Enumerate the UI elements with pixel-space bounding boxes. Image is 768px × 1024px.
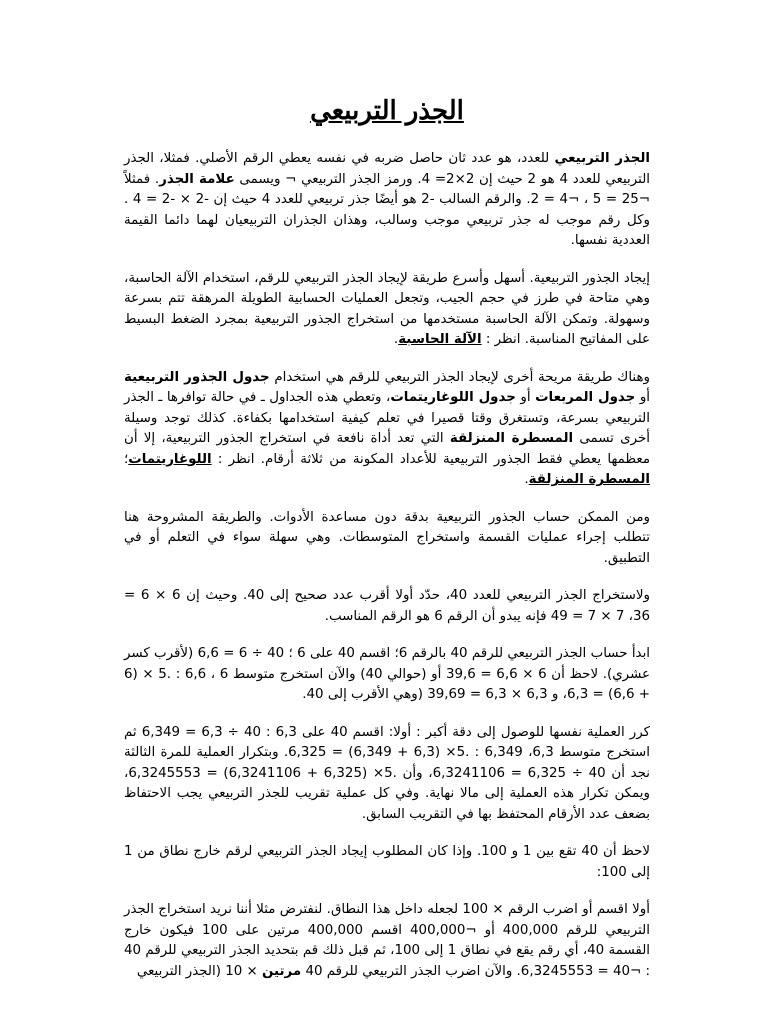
paragraph <box>124 900 650 982</box>
paragraph-text: ومن الممكن حساب الجذور التربيعية بدقة دون مساعدة الأدوات. والطريقة المشروحة هنا تتطلب إجراء عمليات القسمة واستخراج المتوسطات. وهي سهلة سواء في التعلم أو في التطبيق. <box>124 509 650 566</box>
paragraph-text: . <box>524 472 529 488</box>
paragraph-text: وهناك طريقة مريحة أخرى لإيجاد الجذر التربيعي للرقم هي استخدام <box>269 369 650 385</box>
paragraph <box>124 644 650 706</box>
paragraph-text: أولا اقسم أو اضرب الرقم × 100 لجعله داخل هذا النطاق. لنفترض مثلا أننا نريد استخراج الجذر التربيعي للرقم 400,000 أو ¬400,000 اقسم 400,000 مرتين على 100 فيكون خارج القسمة 40، أي رقم يقع في نطاق 1 إلى 100، ثم قبل ذلك قم بتحديد الجذر التربيعي للرقم 40 : ¬40 = 6,3245553. والآن اضرب الجذر التربيعي للرقم 40 <box>124 902 650 979</box>
paragraph-text: إيجاد الجذور التربيعية. أسهل وأسرع طريقة لإيجاد الجذر التربيعي للرقم، استخدام الآلة الحاسبة، وهي متاحة في طرز في حجم الجيب، وتجعل العمليات الحسابية الطويلة المرهقة تتم بسرعة وسهولة. وتمكن الآلة الحاسبة مستخدمها من استخراج الجذور التربيعية بمجرد الضغط البسيط على المفاتيح المناسبة. انظر : <box>124 270 650 348</box>
paragraph-text: للعدد، هو عدد ثان حاصل ضربه في نفسه يعطي الرقم الأصلي. فمثلا، الجذر التربيعي للعدد 4 هو 2 حيث إن 2×2= 4. ورمز الجذر التربيعي ¬ ويسمى <box>124 151 650 187</box>
bold-term: جدول اللوغاريتمات <box>390 390 516 406</box>
paragraph-text: لاحظ أن 40 تقع بين 1 و 100. وإذا كان المطلوب إيجاد الجذر التربيعي لرقم خارج نطاق من 1 إلى 100: <box>124 844 650 880</box>
document-body <box>124 149 650 982</box>
paragraph-text: كرر العملية نفسها للوصول إلى دقة أكبر : أولا: اقسم 40 على 6,3 : 40 ÷ 6,3 = 6,349 ثم استخرج متوسط 6,3، 6,349 : .5× (6,3 + 6,349) = 6,325. وبتكرار العملية للمرة الثالثة نجد أن 40 ÷ 6,325 = 6,3241106، وأن .5× (6,325 + 6,3241106) = 6,3245553، ويمكن تكرار هذه العملية إلى مالا نهاية. وفي كل عملية تقريب للجذر التربيعي يجب الاحتفاظ بضعف عدد الأرقام المحتفظ بها في التقريب السابق. <box>124 724 651 822</box>
paragraph <box>124 508 650 570</box>
paragraph-text: ؛ <box>124 451 129 467</box>
paragraph-text: . فمثلاً ¬25 = 5 ، ¬4 = 2. والرقم السالب -2 هو أيضًا جذر تربيعي للعدد 4 حيث إن -2 × -2 = 4 . وكل رقم موجب له جذر تربيعي موجب وسالب، وهذان الجذران التربيعيان لهما دائما القيمة العددية نفسها. <box>124 171 651 249</box>
paragraph <box>124 586 650 627</box>
bold-term: الجذر التربيعي <box>554 151 650 167</box>
paragraph-text: أو <box>635 390 651 406</box>
paragraph-text: ، وتعطي هذه الجداول ـ في حالة توافرها ـ الجذر التربيعي بسرعة، وتستغرق وقتا قصيرا في تعلم كيفية استخدامها بكفاءة. كذلك توجد وسيلة أخرى تسمى <box>124 390 650 447</box>
bold-term: علامة الجذر <box>159 171 235 187</box>
bold-term: جدول الجذور التربيعية <box>124 369 270 385</box>
paragraph-text: × 10 (الجذر التربيعي <box>136 963 262 979</box>
bold-term: جدول المربعات <box>535 390 636 406</box>
cross-reference-link: المسطرة المنزلقة <box>528 472 650 488</box>
paragraph <box>124 149 650 252</box>
document-title: الجذر التربيعي <box>310 96 464 126</box>
paragraph-text: ولاستخراج الجذر التربيعي للعدد 40، حدّد أولا أقرب عدد صحيح إلى 40. وحيث إن 6 × 6 = 36، 7 × 7 = 49 فإنه يبدو أن الرقم 6 هو الرقم المناسب. <box>124 588 651 624</box>
paragraph-text: أو <box>515 390 536 406</box>
paragraph <box>124 269 650 351</box>
bold-term: المسطرة المنزلقة <box>449 431 574 447</box>
paragraph <box>124 842 650 883</box>
paragraph-text: التي تعد أداة نافعة في استخراج الجذور التربيعية، إلا أن معظمها يعطي فقط الجذور التربيعية للأعداد المكونة من ثلاثة أرقام. انظر : <box>124 431 650 467</box>
paragraph-text: . <box>393 332 399 348</box>
paragraph <box>124 368 650 491</box>
cross-reference-link: اللوغاريتمات <box>128 451 212 467</box>
cross-reference-link: الآلة الحاسبة <box>398 332 482 348</box>
paragraph-text: ابدأ حساب الجذر التربيعي للرقم 40 بالرقم 6؛ اقسم 40 على 6 ؛ 40 ÷ 6 = 6,6 (لأقرب كسر عشري). لاحظ أن 6 × 6,6 = 39,6 أو (حوالي 40) والآن استخرج متوسط 6 ، 6,6 : .5 × (6 + 6,6) = 6,3، و 6,3 × 6,3 = 39,69 (وهي الأقرب إلى 40. <box>124 646 651 703</box>
bold-term: مرتين <box>262 963 302 979</box>
paragraph <box>124 723 650 826</box>
